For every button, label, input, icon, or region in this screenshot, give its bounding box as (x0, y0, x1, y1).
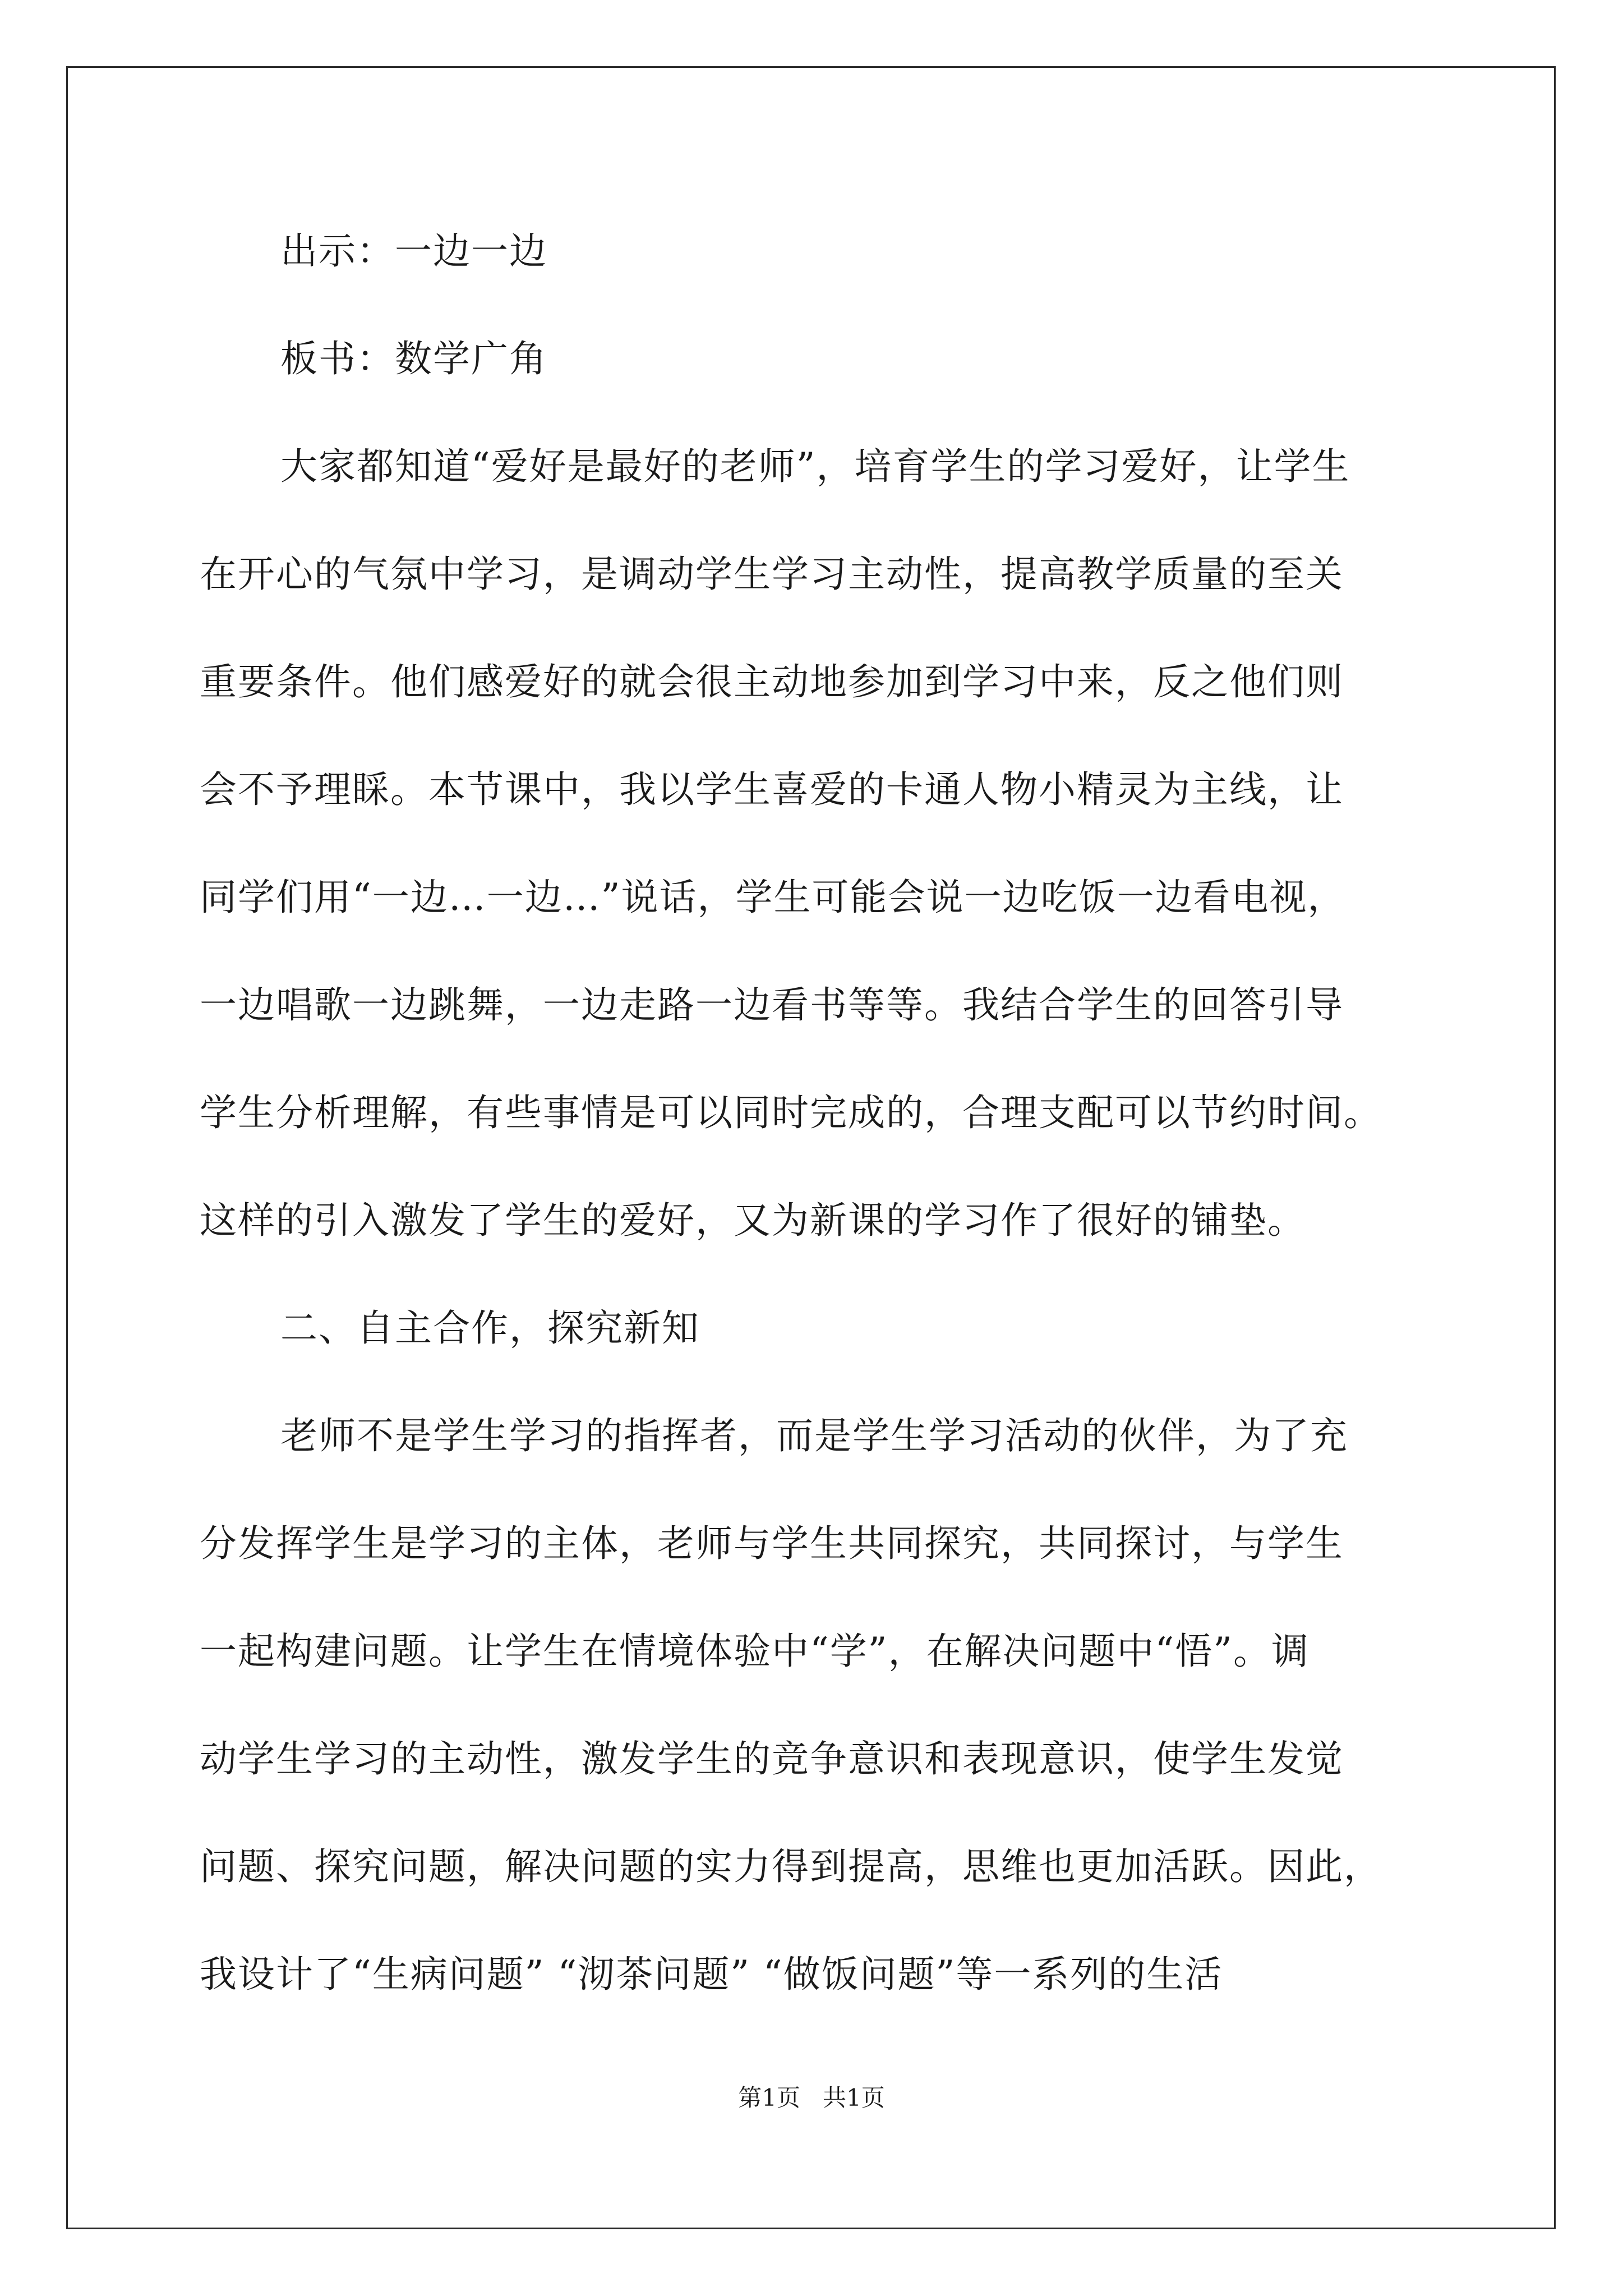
paragraph-start-line: 大家都知道“爱好是最好的老师”，培育学生的学习爱好，让学生 (280, 445, 1350, 488)
section-heading: 二、自主合作，探究新知 (280, 1306, 700, 1350)
text-line: 一边唱歌一边跳舞，一边走路一边看书等等。我结合学生的回答引导 (200, 983, 1344, 1027)
text-line: 学生分析理解，有些事情是可以同时完成的，合理支配可以节约时间。 (200, 1091, 1382, 1134)
page-border (66, 66, 1556, 2229)
paragraph-start-line: 老师不是学生学习的指挥者，而是学生学习活动的伙伴，为了充 (280, 1414, 1348, 1457)
page-number-footer: 第1页 共1页 (738, 2084, 885, 2111)
text-line: 问题、探究问题，解决问题的实力得到提高，思维也更加活跃。因此， (200, 1845, 1382, 1888)
text-line: 在开心的气氛中学习，是调动学生学习主动性，提高教学质量的至关 (200, 553, 1344, 596)
text-line: 板书：数学广角 (280, 337, 547, 380)
text-line: 会不予理睬。本节课中，我以学生喜爱的卡通人物小精灵为主线，让 (200, 768, 1344, 811)
text-line: 我设计了“生病问题” “沏茶问题” “做饭问题”等一系列的生活 (200, 1953, 1223, 1996)
text-line: 这样的引入激发了学生的爱好，又为新课的学习作了很好的铺垫。 (200, 1199, 1306, 1242)
text-line: 重要条件。他们感爱好的就会很主动地参加到学习中来，反之他们则 (200, 660, 1344, 703)
text-line: 分发挥学生是学习的主体，老师与学生共同探究，共同探讨，与学生 (200, 1522, 1344, 1565)
text-line: 出示：一边一边 (280, 229, 547, 273)
text-line: 同学们用“一边…一边…”说话，学生可能会说一边吃饭一边看电视， (200, 876, 1346, 919)
text-line: 一起构建问题。让学生在情境体验中“学”，在解决问题中“悟”。调 (200, 1630, 1310, 1673)
text-line: 动学生学习的主动性，激发学生的竞争意识和表现意识，使学生发觉 (200, 1737, 1344, 1780)
